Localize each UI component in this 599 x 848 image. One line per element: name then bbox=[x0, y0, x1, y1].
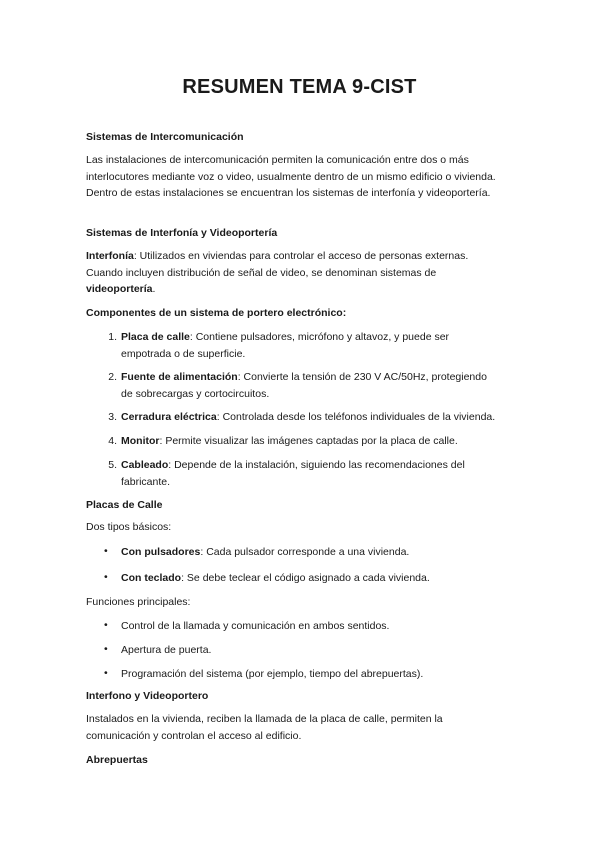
list-item-term: Con pulsadores bbox=[121, 546, 201, 558]
bullet-icon: • bbox=[104, 545, 108, 557]
section-text-intercomunicacion: Las instalaciones de intercomunicación permiten la comunicación entre dos o más interlocutores mediante voz o video, usualmente dentro de un mismo edificio o vivienda. Dentro de estas instalaciones se encuentran los sistemas de interfonía y videoportería. bbox=[86, 154, 496, 199]
list-item-text bbox=[121, 329, 501, 362]
list-item-text bbox=[121, 369, 501, 402]
list-item-text bbox=[121, 570, 501, 587]
list-number: 5. bbox=[108, 459, 117, 471]
list-item-term: Cableado bbox=[121, 459, 169, 471]
bullet-icon: • bbox=[104, 643, 108, 655]
list-item-desc: : Se debe teclear el código asignado a cada vivienda. bbox=[181, 572, 430, 584]
list-item-term: Placa de calle bbox=[121, 331, 190, 343]
list-item-term: Monitor bbox=[121, 435, 160, 447]
list-item-desc: : Contiene pulsadores, micrófono y altavoz, y puede ser empotrada o de superficie. bbox=[121, 331, 450, 360]
functions-label: Funciones principales: bbox=[86, 596, 191, 608]
list-item-term: Con teclado bbox=[121, 572, 182, 584]
list-item-term: Cerradura eléctrica bbox=[121, 411, 217, 423]
list-item-desc: : Convierte la tensión de 230 V AC/50Hz, protegiendo de sobrecargas y cortocircuitos. bbox=[121, 371, 487, 400]
section-heading-intercomunicacion: Sistemas de Intercomunicación bbox=[86, 131, 244, 143]
section-heading-interfono: Interfono y Videoportero bbox=[86, 690, 209, 702]
placas-intro: Dos tipos básicos: bbox=[86, 521, 172, 533]
list-number: 1. bbox=[108, 331, 117, 343]
list-item-desc: : Depende de la instalación, siguiendo las recomendaciones del fabricante. bbox=[121, 459, 465, 488]
section-heading-placas: Placas de Calle bbox=[86, 499, 163, 511]
list-item-text bbox=[121, 457, 501, 490]
list-number: 3. bbox=[108, 411, 117, 423]
document-title: RESUMEN TEMA 9-CIST bbox=[182, 76, 417, 98]
list-item-desc: : Permite visualizar las imágenes captadas por la placa de calle. bbox=[159, 435, 458, 447]
section-text-interfonia bbox=[86, 248, 506, 298]
term-videoporteria: videoportería bbox=[86, 283, 153, 295]
interfonia-text-end: . bbox=[152, 283, 156, 295]
section-heading-componentes: Componentes de un sistema de portero electrónico: bbox=[86, 307, 347, 319]
list-item-desc: : Cada pulsador corresponde a una vivienda. bbox=[200, 546, 410, 558]
section-text-interfono: Instalados en la vivienda, reciben la llamada de la placa de calle, permiten la comunicación y controlan el acceso al edificio. bbox=[86, 713, 443, 742]
list-item-text bbox=[121, 433, 501, 450]
list-item-text: Apertura de puerta. bbox=[121, 644, 212, 656]
list-item-desc: : Controlada desde los teléfonos individuales de la vivienda. bbox=[216, 411, 496, 423]
list-item-term: Fuente de alimentación bbox=[121, 371, 238, 383]
list-item-text bbox=[121, 544, 501, 561]
term-interfonia: Interfonía bbox=[86, 250, 134, 262]
list-number: 4. bbox=[108, 435, 117, 447]
list-item-text bbox=[121, 409, 501, 426]
section-heading-abrepuertas: Abrepuertas bbox=[86, 754, 148, 766]
interfonia-text: : Utilizados en viviendas para controlar el acceso de personas externas. Cuando incluyen distribución de señal de video, se denominan sistemas de bbox=[86, 250, 469, 279]
bullet-icon: • bbox=[104, 667, 108, 679]
list-item-text: Control de la llamada y comunicación en ambos sentidos. bbox=[121, 620, 390, 632]
list-item-text: Programación del sistema (por ejemplo, tiempo del abrepuertas). bbox=[121, 668, 424, 680]
bullet-icon: • bbox=[104, 619, 108, 631]
bullet-icon: • bbox=[104, 571, 108, 583]
section-heading-interfonia: Sistemas de Interfonía y Videoportería bbox=[86, 227, 278, 239]
list-number: 2. bbox=[108, 371, 117, 383]
